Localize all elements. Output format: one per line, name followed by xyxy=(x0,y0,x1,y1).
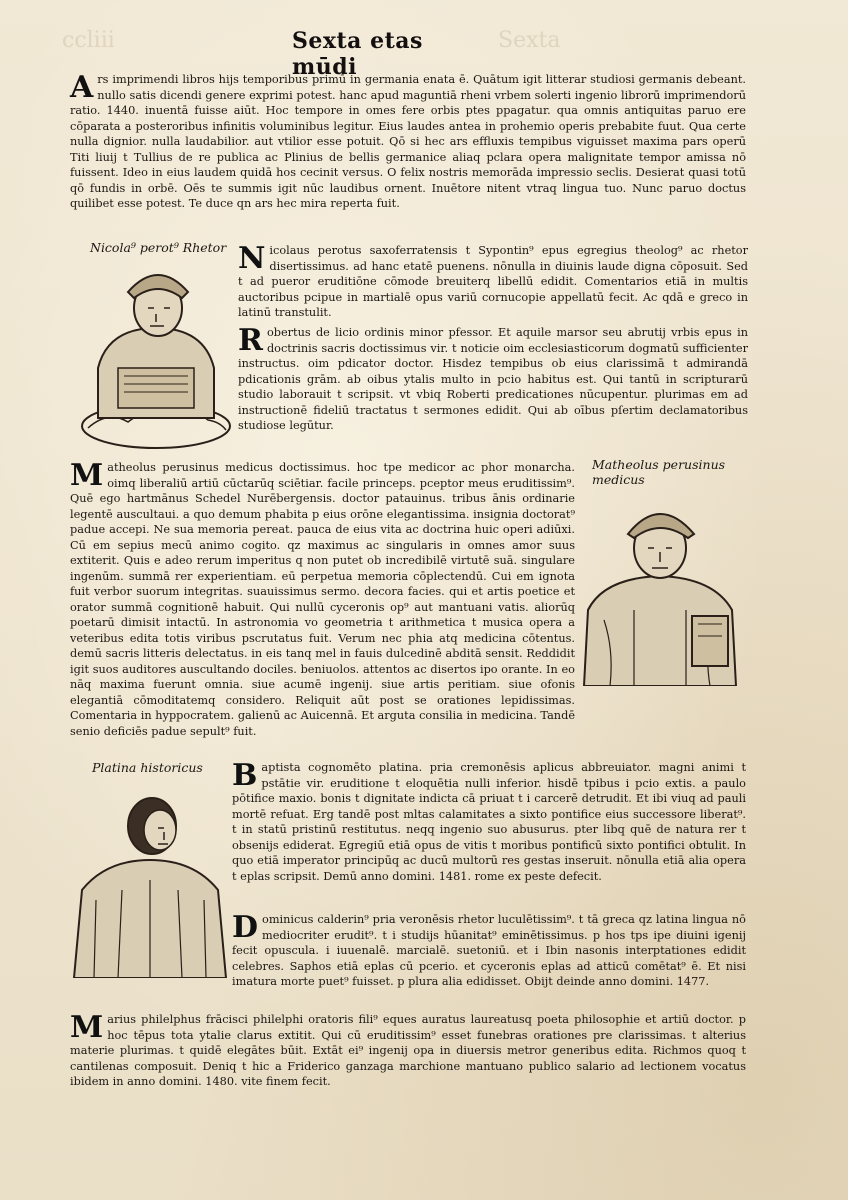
caption-matheolus: Matheolus perusinus medicus xyxy=(592,457,726,487)
paragraph-text: obertus de licio ordinis minor pfessor. Et aquile marsor seu abrutij vrbis epus in doctrinis sacris doctissimus vir. t noticie oim ecclesiasticorum dogmatū sufficienter instructus. oim pdicator doctor. Hisdez tempibus ob eius clarissimā t admirandā pdicationis grām. ab oibus ytalis multo in pcio habitus est. Qui tantū in scripturarū studio laborauit t scripsit. vt vbiq Roberti predicationes nūcupentur. plurimas em ad instructionē fideliū tractatus t sermones edidit. Qui ab oībus pſertim declamatoribus studiose legūtur. xyxy=(238,326,748,432)
paragraph-text: arius philelphus frācisci philelphi oratoris fili⁹ eques auratus laureatusq poeta philosophie et artiū doctor. p hoc tēpus tota ytalie clarus extitit. Qui cū eruditissim⁹ esset funebras orationes pre clarissimas. t alterius materie plurimas. t quidē elegātes būit. Extāt ei⁹ ingenij opa in diuersis metror generibus edita. Richmos quoq t cantilenas composuit. Deniq t hic a Friderico ganzaga marchione mantuano publico salario ad lectionem vocatus ibidem in anno domini. 1480. vite finem fecit. xyxy=(70,1013,746,1088)
initial-capital: D xyxy=(232,910,259,945)
bleed-through-text: ccliii xyxy=(62,28,115,53)
woodcut-portrait-perotus xyxy=(78,258,234,454)
paragraph-text: aptista cognomēto platina. pria cremonēsis aplicus abbreuiator. magni animi t pstātie vir. eruditione t eloquētia nulli inferior. hisdē tpibus i pcio extis. a paulo pōtifice maxio. bonis t dignitate indicta cā priuat t i carcerē detrudit. Et ibi viuq ad pauli mortē refuat. Erg tandē post mltas calamitates a sixto pontifice eius successore liberat⁹. t in statū pristinū restitutus. neqq ingenio suo abusurus. pter libq quē de natura rer t obsenijs ediderat. Egregiū etiā opus de vitis t moribus pontificū sixto pontifici obtulit. In quo etiā imperator principūq ac ducū multorū res gestas inseruit. nōnulla etiā alia opera t eplas scripsit. Demū anno domini. 1481. rome ex peste defecit. xyxy=(232,761,746,883)
initial-capital: M xyxy=(70,1010,104,1045)
woodcut-portrait-platina xyxy=(66,780,234,978)
paragraph-text: atheolus perusinus medicus doctissimus. hoc tpe medicor ac phor monarcha. oimq liberaliū artiū cūctarūq sciētiar. facile princeps. pceptor meus eruditissim⁹. Quē ego hartmānus Schedel Nurēbergensis. doctor patauinus. tribus ānis ordinarie legentē auscultaui. a quo demum phabita p eius orōne elegantissima. insignia doctorat⁹ padue accepi. Ne sua memoria pereat. pauca de eius vita ac doctrina huic operi adiūxi. Cū em sepius mecū animo cogito. qz maximus ac singularis in omnes amor suus extiterit. Quis e adeo rerum imperitus q non putet ob incredibilē virtutē suā. singulare ingenūm. summā rer experientiam. eū perpetua memoria cōplectendū. Cui em ignota fuit verbor suorum integritas. suauissimus sermo. decora facies. qui et artis poetice et orator summā cognitionē habuit. Qui nullū cyceronis op⁹ aut mantuani vatis. aliorūq poetarū dimisit intactū. In astronomia vo geometria t arithmetica t musica opera a veteribus edita totis viribus pscrutatus fuit. Verum nec phia atq medicina cōtentus. demū sacris litteris delectatus. in eis tanq mel in fauis dulcedinē abditā sensit. Reddidit igit suos auditores auscultando dociles. beniuolos. attentos ac disertos ipo orante. In eo nāq maxima fuerunt omnia. siue acumē ingenij. siue artis peritiam. siue ofonis elegantiā cōmoditatemq considero. Reliquit aūt post se orationes lepidissimas. Comentaria in hyppocratem. galienū ac Auicennā. Et arguta consilia in medicina. Tandē senio deficiēs padue sepult⁹ fuit. xyxy=(70,461,575,738)
woodcut-portrait-matheolus xyxy=(574,490,746,686)
paragraph-calderinus xyxy=(232,912,746,990)
caption-platina: Platina historicus xyxy=(92,760,203,775)
paragraph-philelphus xyxy=(70,1012,746,1090)
paragraph-text: rs imprimendi libros hijs temporibus primū in germania enata ē. Quātum igit litterar studiosi germanis debeant. nullo satis dicendi genere exprimi potest. hanc apud maguntiā rheni vrbem solerti ingenio librorū imprimendorū ratio. 1440. inuentā fuisse aiūt. Hoc tempore in omes fere orbis ptes ppagatur. qua omnis antiquitas paruo ere cōparata a posteroribus infinitis voluminibus legitur. Eius laudes antea in prohemio operis prebabite fuut. Qua certe nulla dignior. nulla laudabilior. aut vtilior esse potuit. Qō si hec ars effluxis tempibus viguisset maxima pars operū Titi liuij t Tullius de re publica ac Plinius de bellis germanice aliaq pclara opera malignitate tempor amissa nō fuissent. Ideo in eius laudem quidā hos cecinit versus. O felix nostris memorāda impressio seclis. Desierat quasi totū qō fundis in orbē. Oēs te summis igit nūc laudibus ornent. Inuētore nitent vtraq lingua tuo. Nunc paruo doctus quilibet esse potest. Te duce qn ars hec mira reperta fuit. xyxy=(70,73,746,210)
initial-capital: B xyxy=(232,758,258,793)
initial-capital: R xyxy=(238,323,263,358)
paragraph-robertus xyxy=(238,325,748,434)
caption-perotus: Nicola⁹ perot⁹ Rhetor xyxy=(90,240,227,255)
paragraph-platina xyxy=(232,760,746,884)
paragraph-text: ominicus calderin⁹ pria veronēsis rhetor luculētissim⁹. t tā greca qz latina lingua nō mediocriter erudit⁹. t i studijs hūanitat⁹ eminētissimus. p hos tps ipe diuini igenij fecit opuscula. i iuuenalē. marcialē. suetoniū. et i Ibin nasonis interptationes edidit celebres. Saphos etiā eplas cū pcerio. et cyceronis eplas ad atticū comētat⁹ ē. Et nisi imatura morte puet⁹ fuisset. p plura alia edidisset. Obijt deinde anno domini. 1477. xyxy=(232,913,746,988)
initial-capital: N xyxy=(238,241,266,276)
bleed-through-text-right: Sexta xyxy=(498,28,561,53)
paragraph-matheolus xyxy=(70,460,575,739)
paragraph-perotus xyxy=(238,243,748,321)
page-heading: Sexta etas mūdi xyxy=(292,28,423,80)
paragraph-printing xyxy=(70,72,746,212)
initial-capital: M xyxy=(70,458,104,493)
paragraph-text: icolaus perotus saxoferratensis t Sypontin⁹ epus egregius theolog⁹ ac rhetor disertissimus. ad hanc etatē puenens. nōnulla in diuinis laude digna cōposuit. Sed t ad pueror eruditiōne cōmode breuiterq libellū edidit. Comentarios etiā in multis auctoribus pcipue in martialē opus variū cornucopie appellatū fecit. Ac qdā e greco in latinū transtulit. xyxy=(238,244,748,319)
initial-capital: A xyxy=(70,70,94,105)
